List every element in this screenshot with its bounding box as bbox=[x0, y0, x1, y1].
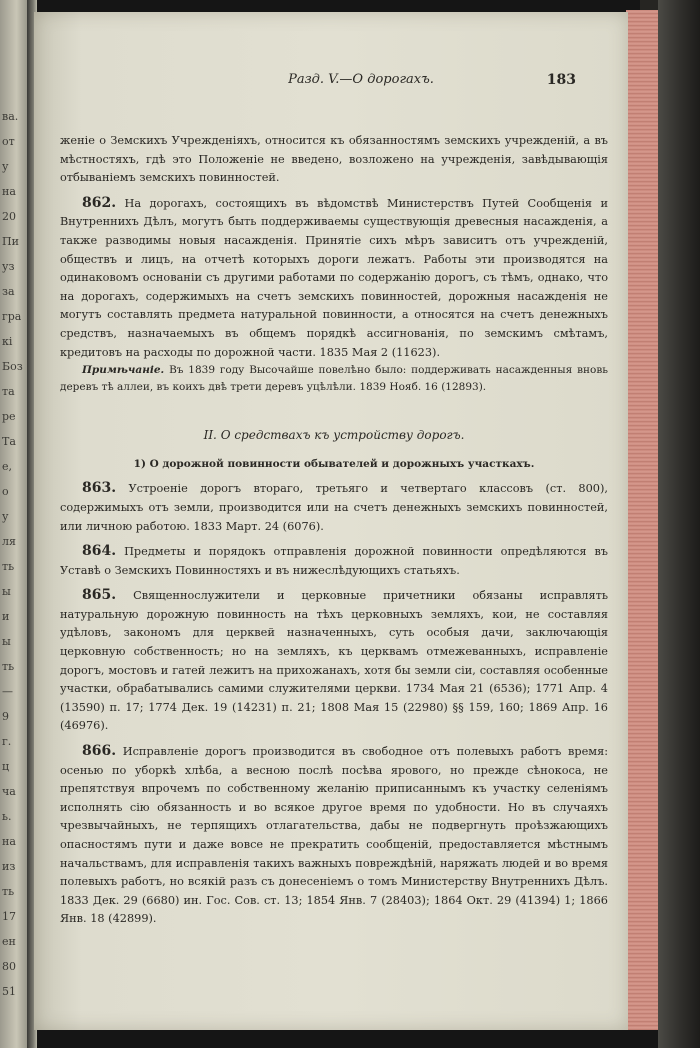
left-page-fragment: ть bbox=[2, 560, 15, 573]
left-facing-page bbox=[0, 0, 30, 1048]
left-page-fragment: ть bbox=[2, 660, 15, 673]
article-863 bbox=[60, 479, 608, 536]
article-number: 862. bbox=[82, 194, 117, 211]
article-number: 864. bbox=[82, 543, 117, 560]
left-page-fragment: ы bbox=[2, 585, 11, 598]
left-page-fragment: у bbox=[2, 160, 9, 173]
left-page-fragment: ля bbox=[2, 535, 16, 548]
left-page-fragment: кі bbox=[2, 335, 13, 348]
left-page-fragment: Та bbox=[2, 435, 16, 448]
left-page-fragment: от bbox=[2, 135, 15, 148]
running-header bbox=[34, 72, 628, 87]
section-title: II. О средствахъ къ устройству дорогъ. bbox=[203, 428, 465, 443]
left-page-fragment: из bbox=[2, 860, 16, 873]
left-page-fragment: у bbox=[2, 510, 9, 523]
left-page-fragment: на bbox=[2, 185, 16, 198]
article-text: Устроеніе дорогъ втораго, третьяго и четвертаго классовъ (ст. 800), содержимыхъ отъ земли, производится или на счетъ денежныхъ земскихъ повинностей, или личною работою. 1833 Март. 24 (6076). bbox=[60, 482, 608, 533]
paragraph-continuation: женіе о Земскихъ Учрежденіяхъ, относится къ обязанностямъ земскихъ учрежденій, а въ мѣстностяхъ, гдѣ это Положеніе не введено, возложено на учрежденія, завѣдывающія отбываніемъ земскихъ повинностей. bbox=[60, 134, 608, 185]
note-lead: Примѣчаніе. bbox=[82, 364, 165, 377]
left-page-fragment: 80 bbox=[2, 960, 16, 973]
left-page-fragment: 9 bbox=[2, 710, 9, 723]
article-862 bbox=[60, 194, 608, 362]
article-866 bbox=[60, 742, 608, 929]
left-page-fragment: ва. bbox=[2, 110, 19, 123]
left-page-fragment: гра bbox=[2, 310, 22, 323]
left-page-fragment: е, bbox=[2, 460, 13, 473]
left-page-fragment: ь. bbox=[2, 810, 12, 823]
left-page-fragment: г. bbox=[2, 735, 12, 748]
right-page bbox=[34, 12, 628, 1030]
article-text: Священнослужители и церковные причетники обязаны исправлять натуральную дорожную повинность на тѣхъ церковныхъ земляхъ, кои, не составляя удѣловъ, закономъ для церквей назначенныхъ, суть особыя дачи, заключающія церковную собственность; но на земляхъ, къ церквамъ отмежеванныхъ, исправленіе дорогъ, мостовъ и гатей лежитъ на прихожанахъ, хотя бы земли сіи, составляя особенные участки, обрабатывались самими служителями церкви. 1734 Мая 21 (6536); 1771 Апр. 4 (13590) п. 17; 1774 Дек. 19 (14231) п. 21; 1808 Мая 15 (22980) §§ 159, 160; 1869 Апр. 16 (46976). bbox=[60, 589, 609, 733]
article-865 bbox=[60, 586, 608, 736]
page-edges bbox=[626, 10, 660, 1030]
article-864 bbox=[60, 542, 608, 580]
note-paragraph bbox=[60, 362, 608, 396]
note-text: Въ 1839 году Высочайше повелѣно было: поддерживать насажденныя вновь деревъ тѣ аллеи, въ коихъ двѣ трети деревъ уцѣлѣли. 1839 Нояб. 16 (12893). bbox=[60, 364, 608, 394]
article-text: На дорогахъ, состоящихъ въ вѣдомствѣ Министерствъ Путей Сообщенія и Внутреннихъ Дѣлъ, могутъ быть поддерживаемы существующія древесныя насажденія, а также разводимы новыя насажденія. Принятіе сихъ мѣръ зависитъ отъ учрежденій, обществъ и лицъ, на отчетѣ которыхъ дороги лежатъ. Работы эти производятся на одинаковомъ основаніи съ другими работами по содержанію дорогъ, съ тѣмъ, однако, что на дорогахъ, содержимыхъ на счетъ земскихъ повинностей, дорожныя насажденія не могутъ составлять предмета натуральной повинности, а относятся на счетъ денежныхъ средствъ, назначаемыхъ въ общемъ порядкѣ ассигнованія, по земскимъ смѣтамъ, кредитовъ на расходы по дорожной части. 1835 Мая 2 (11623). bbox=[60, 196, 609, 359]
left-page-fragment: за bbox=[2, 285, 15, 298]
left-page-fragment: и bbox=[2, 610, 10, 623]
left-page-fragment: на bbox=[2, 835, 16, 848]
page-number: 183 bbox=[546, 72, 576, 88]
subsection-title: 1) О дорожной повинности обывателей и дорожныхъ участкахъ. bbox=[133, 457, 535, 470]
left-page-fragment: Боз bbox=[2, 360, 23, 373]
left-page-fragment: ча bbox=[2, 785, 16, 798]
book-cover bbox=[658, 0, 700, 1048]
left-page-fragment: ы bbox=[2, 635, 11, 648]
article-number: 863. bbox=[82, 480, 117, 497]
left-page-fragment: ен bbox=[2, 935, 16, 948]
article-text: Предметы и порядокъ отправленія дорожной повинности опредѣляются въ Уставѣ о Земскихъ Повинностяхъ и въ нижеслѣдующихъ статьяхъ. bbox=[60, 545, 608, 577]
left-page-fragment: — bbox=[2, 685, 13, 698]
left-page-fragment: о bbox=[2, 485, 9, 498]
left-page-fragment: 17 bbox=[2, 910, 16, 923]
left-page-fragment: ц bbox=[2, 760, 10, 773]
article-text: Исправленіе дорогъ производится въ свободное отъ полевыхъ работъ время: осенью по уборкѣ хлѣба, а весною послѣ посѣва ярового, но прежде сѣнокоса, не препятствуя впрочемъ по собственному желанію приписаннымъ къ участку селеніямъ исполнять сію обязанность и во всякое другое время по удобности. Но въ случаяхъ чрезвычайныхъ, не терпящихъ отлагательства, дабы не подвергнуть проѣзжающихъ опасностямъ пути и даже вовсе не прекратить сообщеній, предоставляется мѣстнымъ начальствамъ, для исправленія такихъ важныхъ повреждѣній, наряжать людей и во время полевыхъ работъ, но всякій разъ съ донесеніемъ о томъ Министерству Внутреннихъ Дѣлъ. 1833 Дек. 29 (6680) ин. Гос. Сов. ст. 13; 1854 Янв. 7 (28403); 1864 Окт. 29 (41394) 1; 1866 Янв. 18 (42899). bbox=[60, 745, 609, 926]
article-number: 865. bbox=[82, 587, 117, 604]
running-title: Разд. V.—О дорогахъ. bbox=[288, 72, 434, 87]
left-page-fragment: та bbox=[2, 385, 15, 398]
left-page-fragment: 20 bbox=[2, 210, 16, 223]
left-page-fragment: уз bbox=[2, 260, 15, 273]
left-page-fragment: Пи bbox=[2, 235, 19, 248]
article-number: 866. bbox=[82, 743, 117, 760]
left-page-fragment: ре bbox=[2, 410, 16, 423]
left-page-fragment: ть bbox=[2, 885, 15, 898]
page-content bbox=[60, 70, 608, 929]
left-page-fragment: 51 bbox=[2, 985, 16, 998]
